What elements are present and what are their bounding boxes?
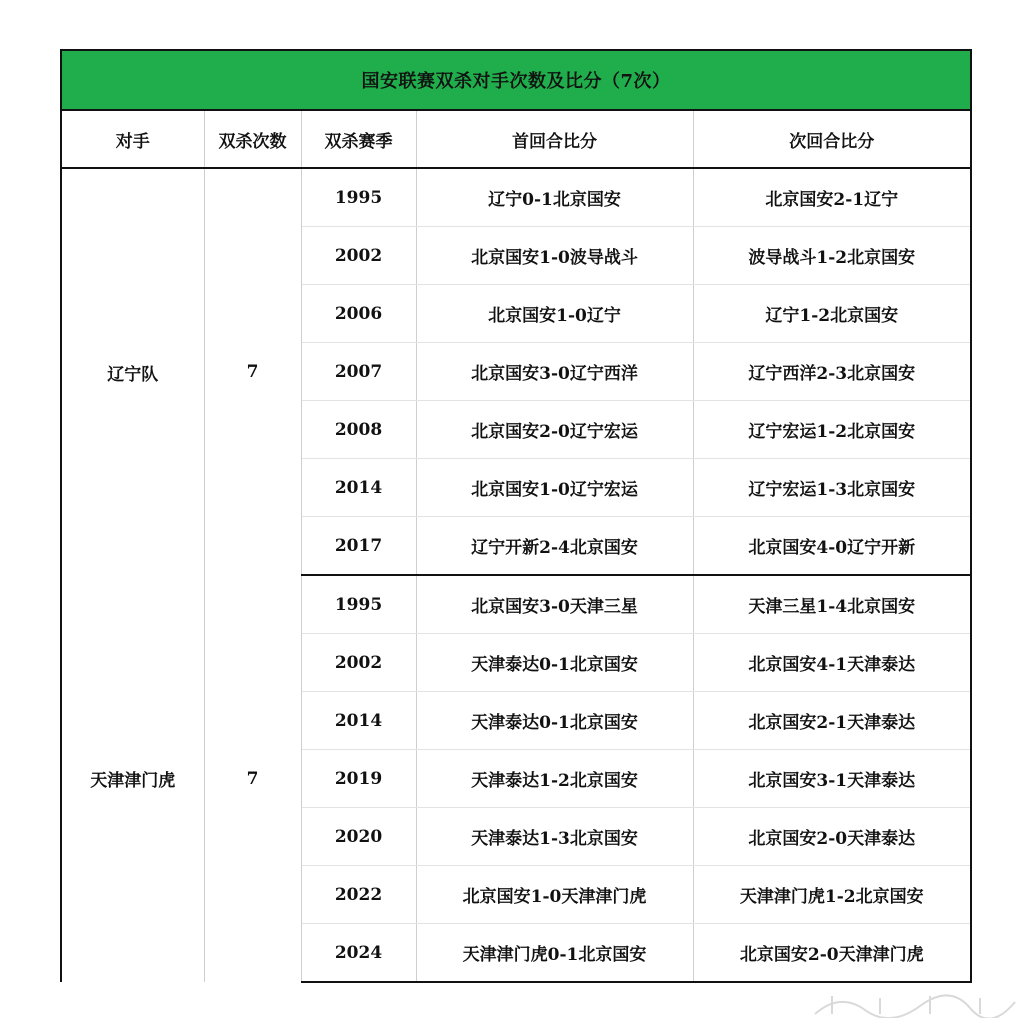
first-leg-score-cell: 辽宁开新2-4北京国安 <box>416 517 693 576</box>
table-row <box>61 168 971 227</box>
second-leg-score-cell: 辽宁宏运1-2北京国安 <box>693 401 971 459</box>
season-cell: 2006 <box>301 285 416 343</box>
column-header-count: 双杀次数 <box>204 110 301 168</box>
column-header-second-leg: 次回合比分 <box>693 110 971 168</box>
season-cell: 2008 <box>301 401 416 459</box>
first-leg-score-cell: 北京国安3-0天津三星 <box>416 575 693 634</box>
first-leg-score-cell: 天津津门虎0-1北京国安 <box>416 924 693 983</box>
season-cell: 2002 <box>301 634 416 692</box>
second-leg-score-cell: 北京国安2-1天津泰达 <box>693 692 971 750</box>
season-cell: 2024 <box>301 924 416 983</box>
second-leg-score-cell: 波导战斗1-2北京国安 <box>693 227 971 285</box>
double-count-cell: 7 <box>204 168 301 575</box>
first-leg-score-cell: 北京国安1-0辽宁 <box>416 285 693 343</box>
watermark-logo <box>810 988 1020 1018</box>
first-leg-score-cell: 北京国安1-0波导战斗 <box>416 227 693 285</box>
season-cell: 2020 <box>301 808 416 866</box>
column-header-opponent: 对手 <box>61 110 204 168</box>
table-row <box>61 575 971 634</box>
column-header-season: 双杀赛季 <box>301 110 416 168</box>
opponent-cell: 辽宁队 <box>61 168 204 575</box>
second-leg-score-cell: 辽宁西洋2-3北京国安 <box>693 343 971 401</box>
season-cell: 2002 <box>301 227 416 285</box>
second-leg-score-cell: 北京国安2-0天津津门虎 <box>693 924 971 983</box>
score-table-container <box>60 49 970 983</box>
season-cell: 2019 <box>301 750 416 808</box>
second-leg-score-cell: 天津三星1-4北京国安 <box>693 575 971 634</box>
second-leg-score-cell: 北京国安4-1天津泰达 <box>693 634 971 692</box>
second-leg-score-cell: 辽宁1-2北京国安 <box>693 285 971 343</box>
column-header-first-leg: 首回合比分 <box>416 110 693 168</box>
first-leg-score-cell: 天津泰达0-1北京国安 <box>416 634 693 692</box>
second-leg-score-cell: 北京国安2-1辽宁 <box>693 168 971 227</box>
first-leg-score-cell: 北京国安2-0辽宁宏运 <box>416 401 693 459</box>
season-cell: 2014 <box>301 459 416 517</box>
first-leg-score-cell: 天津泰达1-2北京国安 <box>416 750 693 808</box>
first-leg-score-cell: 北京国安3-0辽宁西洋 <box>416 343 693 401</box>
table-body <box>61 168 971 982</box>
header-row <box>61 110 971 168</box>
season-cell: 2017 <box>301 517 416 576</box>
opponent-cell: 天津津门虎 <box>61 575 204 982</box>
first-leg-score-cell: 辽宁0-1北京国安 <box>416 168 693 227</box>
second-leg-score-cell: 天津津门虎1-2北京国安 <box>693 866 971 924</box>
season-cell: 2014 <box>301 692 416 750</box>
season-cell: 2007 <box>301 343 416 401</box>
second-leg-score-cell: 北京国安4-0辽宁开新 <box>693 517 971 576</box>
season-cell: 1995 <box>301 168 416 227</box>
table-title: 国安联赛双杀对手次数及比分（7次） <box>61 50 971 110</box>
second-leg-score-cell: 北京国安2-0天津泰达 <box>693 808 971 866</box>
first-leg-score-cell: 天津泰达0-1北京国安 <box>416 692 693 750</box>
second-leg-score-cell: 辽宁宏运1-3北京国安 <box>693 459 971 517</box>
season-cell: 2022 <box>301 866 416 924</box>
double-count-cell: 7 <box>204 575 301 982</box>
first-leg-score-cell: 北京国安1-0辽宁宏运 <box>416 459 693 517</box>
season-cell: 1995 <box>301 575 416 634</box>
first-leg-score-cell: 天津泰达1-3北京国安 <box>416 808 693 866</box>
score-table <box>60 49 972 983</box>
first-leg-score-cell: 北京国安1-0天津津门虎 <box>416 866 693 924</box>
second-leg-score-cell: 北京国安3-1天津泰达 <box>693 750 971 808</box>
